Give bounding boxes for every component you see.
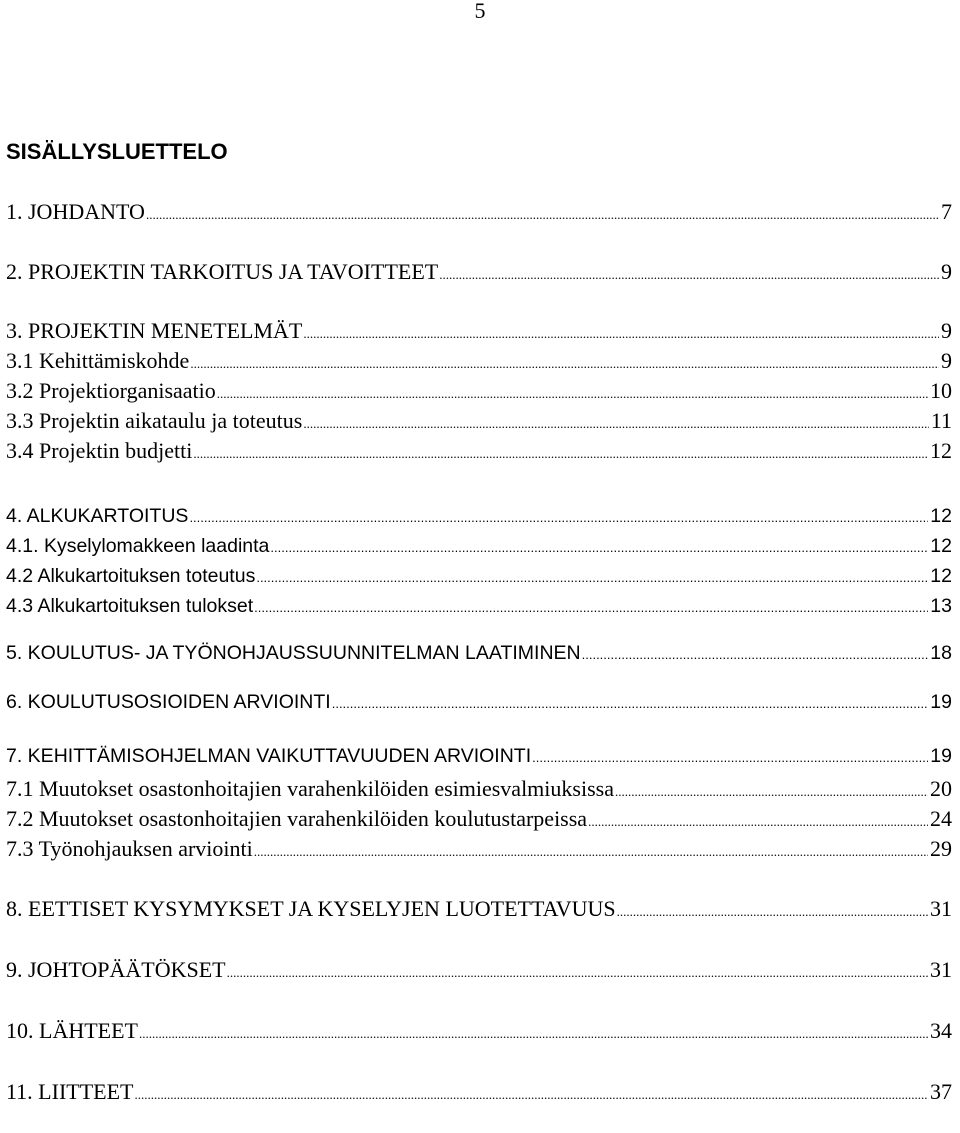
toc-entry-7-1[interactable] <box>6 774 952 804</box>
toc-entry-page: 12 <box>930 505 952 527</box>
dot-leader <box>139 1019 928 1046</box>
dot-leader <box>303 319 939 346</box>
toc-entry-page: 12 <box>930 565 952 587</box>
toc-entry-page: 11 <box>930 408 952 433</box>
toc-entry-2[interactable] <box>6 257 952 287</box>
toc-entry-11[interactable] <box>6 1077 952 1107</box>
toc-entry-page: 19 <box>930 691 952 713</box>
toc-entry-text: 4. ALKUKARTOITUS <box>6 505 189 527</box>
toc-entry-page: 12 <box>930 438 952 463</box>
dot-leader <box>439 260 939 287</box>
toc-entry-page: 37 <box>930 1079 952 1104</box>
toc-entry-page: 18 <box>930 642 952 664</box>
toc-entry-3-2[interactable] <box>6 376 952 406</box>
dot-leader <box>615 777 928 804</box>
toc-entry-3-1[interactable] <box>6 346 952 376</box>
dot-leader <box>332 689 929 717</box>
toc-entry-text: 1. JOHDANTO <box>6 199 145 224</box>
toc-entry-3-3[interactable] <box>6 406 952 436</box>
dot-leader <box>190 349 939 376</box>
toc-entry-6[interactable] <box>6 687 952 717</box>
toc-entry-1[interactable] <box>6 197 952 227</box>
toc-entry-text: 6. KOULUTUSOSIOIDEN ARVIOINTI <box>6 691 331 713</box>
dot-leader <box>254 593 928 621</box>
toc-entry-page: 10 <box>930 378 952 403</box>
toc-entry-page: 31 <box>930 896 952 921</box>
toc-entry-text: 8. EETTISET KYSYMYKSET JA KYSELYJEN LUOTETTAVUUS <box>6 896 616 921</box>
dot-leader <box>532 743 928 771</box>
toc-entry-4-3[interactable] <box>6 591 952 621</box>
toc-entry-7-3[interactable] <box>6 834 952 864</box>
toc-entry-text: 7.1 Muutokset osastonhoitajien varahenkilöiden esimiesvalmiuksissa <box>6 776 614 801</box>
toc-entry-page: 9 <box>941 318 952 343</box>
toc-entry-page: 7 <box>941 199 952 224</box>
toc-entry-text: 4.1. Kyselylomakkeen laadinta <box>6 535 270 557</box>
toc-entry-text: 3.4 Projektin budjetti <box>6 438 193 463</box>
toc-entry-5[interactable] <box>6 638 952 668</box>
toc-entry-page: 34 <box>930 1018 952 1043</box>
dot-leader <box>617 897 928 924</box>
toc-entry-4-2[interactable] <box>6 561 952 591</box>
dot-leader <box>256 563 928 591</box>
dot-leader <box>217 379 928 406</box>
dot-leader <box>134 1080 928 1107</box>
toc-entry-text: 7.2 Muutokset osastonhoitajien varahenkilöiden koulutustarpeissa <box>6 806 588 831</box>
toc-entry-8[interactable] <box>6 894 952 924</box>
toc-entry-page: 31 <box>930 957 952 982</box>
toc-entry-text: 3. PROJEKTIN MENETELMÄT <box>6 318 303 343</box>
toc-entry-text: 11. LIITTEET <box>6 1079 134 1104</box>
toc-title: SISÄLLYSLUETTELO <box>6 139 228 164</box>
dot-leader <box>582 640 929 668</box>
toc-entry-page: 13 <box>930 595 952 617</box>
toc-entry-3[interactable] <box>6 316 952 346</box>
toc-entry-text: 5. KOULUTUS- JA TYÖNOHJAUSSUUNNITELMAN LAATIMINEN <box>6 642 581 664</box>
toc-entry-text: 9. JOHTOPÄÄTÖKSET <box>6 957 226 982</box>
page-number: 5 <box>474 0 486 23</box>
toc-entry-page: 9 <box>941 259 952 284</box>
toc-entry-text: 7. KEHITTÄMISOHJELMAN VAIKUTTAVUUDEN ARVIOINTI <box>6 745 532 767</box>
toc-entry-text: 2. PROJEKTIN TARKOITUS JA TAVOITTEET <box>6 259 439 284</box>
toc-entry-4-1[interactable] <box>6 531 952 561</box>
toc-entry-text: 4.3 Alkukartoituksen tulokset <box>6 595 254 617</box>
toc-entry-page: 24 <box>930 806 952 831</box>
toc-entry-text: 3.2 Projektiorganisaatio <box>6 378 216 403</box>
toc-entry-page: 20 <box>930 776 952 801</box>
toc-entry-text: 3.3 Projektin aikataulu ja toteutus <box>6 408 303 433</box>
toc-entry-text: 7.3 Työnohjauksen arviointi <box>6 836 253 861</box>
dot-leader <box>588 807 928 834</box>
toc-entry-3-4[interactable] <box>6 436 952 466</box>
dot-leader <box>146 200 939 227</box>
dot-leader <box>189 503 928 531</box>
dot-leader <box>227 958 928 985</box>
dot-leader <box>303 409 928 436</box>
dot-leader <box>254 837 928 864</box>
toc-entry-7[interactable] <box>6 741 952 771</box>
toc-entry-4[interactable] <box>6 501 952 531</box>
toc-entry-text: 4.2 Alkukartoituksen toteutus <box>6 565 256 587</box>
toc-entry-page: 9 <box>941 348 952 373</box>
dot-leader <box>193 439 928 466</box>
toc-entry-text: 3.1 Kehittämiskohde <box>6 348 190 373</box>
toc-entry-10[interactable] <box>6 1016 952 1046</box>
toc-entry-7-2[interactable] <box>6 804 952 834</box>
toc-entry-text: 10. LÄHTEET <box>6 1018 138 1043</box>
toc-entry-page: 12 <box>930 535 952 557</box>
dot-leader <box>270 533 928 561</box>
toc-entry-page: 19 <box>930 745 952 767</box>
toc-entry-9[interactable] <box>6 955 952 985</box>
toc-entry-page: 29 <box>930 836 952 861</box>
